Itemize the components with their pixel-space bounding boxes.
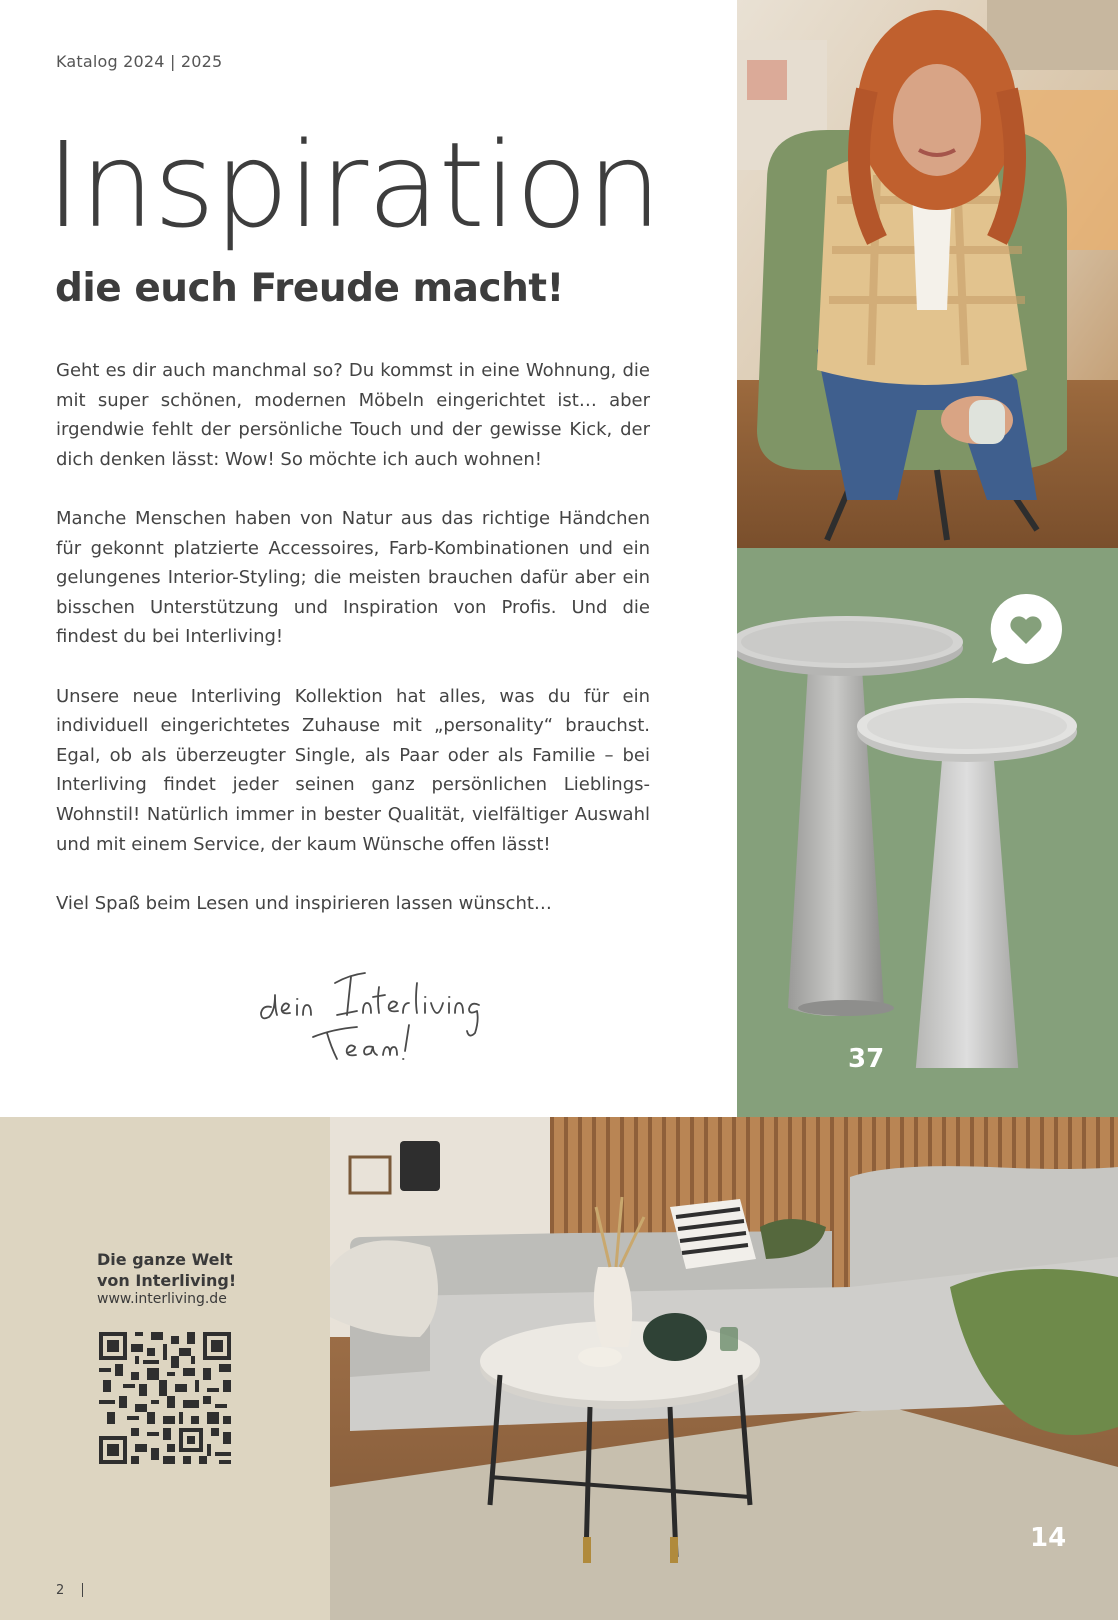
page-ref-living-room: 14 <box>1030 1523 1067 1553</box>
intro-text <box>56 356 650 948</box>
intro-paragraph-1: Geht es dir auch manchmal so? Du kommst in eine Wohnung, die mit super schönen, modernen Möbeln eingerichtet ist… aber irgendwie fehlt der persönliche Touch und der gewisse Kick, der dich denken lässt: Wow! So möchte ich auch wohnen! <box>56 360 650 470</box>
intro-paragraph-3: Unsere neue Interliving Kollektion hat alles, was du für ein individuell eingerichtetes Zuhause mit „personality“ brauchst. Egal, ob als überzeugter Single, als Paar oder als Familie – bei Interliving findet jeder seinen ganz persönlichen Lieblings-Wohnstil! Natürlich immer in bester Qualität, vielfältiger Auswahl und mit einem Service, der kaum Wünsche offen lässt! <box>56 685 650 855</box>
photo-living-room <box>330 1117 1118 1620</box>
photo-woman-with-mug <box>737 0 1118 548</box>
intro-paragraph-2: Manche Menschen haben von Natur aus das richtige Händchen für gekonnt platzierte Accessoires, Farb-Kombinationen und ein gelungenes Interior-Styling; die meisten brauchen dafür aber ein bisschen Unterstützung und Inspiration von Profis. Und die findest du bei Interliving! <box>56 507 650 648</box>
page-number-divider <box>82 1583 83 1597</box>
side-tables-panel <box>737 548 1118 1117</box>
promo-panel <box>0 1117 330 1620</box>
page-ref-side-tables: 37 <box>848 1044 885 1074</box>
closing-line: Viel Spaß beim Lesen und inspirieren lassen wünscht… <box>56 892 552 914</box>
catalog-label: Katalog 2024 | 2025 <box>56 52 223 71</box>
page-title: Inspiration <box>46 116 661 254</box>
side-table-short <box>857 698 1077 1068</box>
heart-chat-icon <box>989 592 1063 666</box>
handwritten-signature <box>255 945 535 1065</box>
qr-code[interactable] <box>99 1332 231 1464</box>
promo-title-line-1: Die ganze Welt <box>97 1250 233 1269</box>
page-number: 2 <box>56 1583 65 1598</box>
promo-title <box>97 1249 236 1291</box>
page-subtitle: die euch Freude macht! <box>55 266 564 311</box>
promo-url[interactable]: www.interliving.de <box>97 1291 227 1307</box>
promo-title-line-2: von Interliving! <box>97 1271 237 1290</box>
